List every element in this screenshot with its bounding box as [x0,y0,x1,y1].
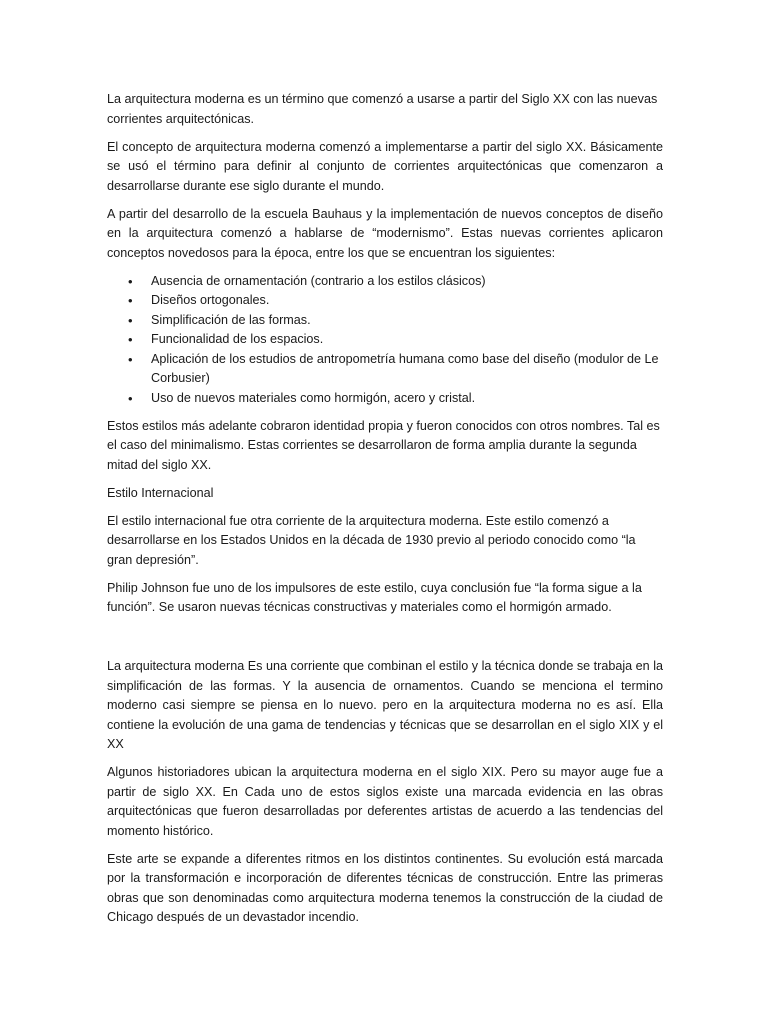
intro-paragraph-1: La arquitectura moderna es un término que comenzó a usarse a partir del Siglo XX con las nuevas corrientes arquitectónicas. [107,92,658,126]
list-item-text: Aplicación de los estudios de antropometría humana como base del diseño (modulor de Le Corbusier) [151,351,659,385]
list-item-text: Ausencia de ornamentación (contrario a los estilos clásicos) [151,273,486,288]
bullet-icon: • [128,351,133,367]
bullet-icon: • [128,273,133,289]
list-item [107,350,663,389]
bullet-icon: • [128,293,133,308]
features-list [107,272,663,409]
modern-paragraph-2: Algunos historiadores ubican la arquitectura moderna en el siglo XIX. Pero su mayor auge fue a partir de siglo XX. En Cada uno de estos siglos existe una marcada evidencia en las obras arquitectónicas que fueron desarrolladas por deferentes artistas de acuerdo a las tendencias del momento histórico. [107,765,663,838]
list-item-text: Diseños ortogonales. [151,293,270,307]
section-heading: Estilo Internacional [107,485,214,500]
list-item-text: Uso de nuevos materiales como hormigón, acero y cristal. [151,390,476,405]
list-item [107,291,663,311]
list-item-text: Simplificación de las formas. [151,312,311,327]
modern-paragraph-1: La arquitectura moderna Es una corriente que combinan el estilo y la técnica donde se trabaja en la simplificación de las formas. Y la ausencia de ornamentos. Cuando se menciona el termino moderno casi siempre se piensa en lo nuevo. pero en la arquitectura moderna no es así. Ella contiene la evolución de una gama de tendencias y técnicas que se desarrollan en el siglo XIX y el XX [107,659,663,751]
document-page [107,90,663,936]
list-item [107,272,663,292]
international-paragraph-2: Philip Johnson fue uno de los impulsores de este estilo, cuya conclusión fue “la forma sigue a la función”. Se usaron nuevas técnicas constructivas y materiales como el hormigón armado. [107,580,642,614]
paragraph-gap [107,626,663,657]
intro-paragraph-2: El concepto de arquitectura moderna comenzó a implementarse a partir del siglo XX. Básicamente se usó el término para definir al conjunto de corrientes arquitectónicas que comenzaron a desarrollarse durante ese siglo durante el mundo. [107,139,663,193]
list-item-text: Funcionalidad de los espacios. [151,332,324,346]
list-item [107,389,663,409]
styles-paragraph: Estos estilos más adelante cobraron identidad propia y fueron conocidos con otros nombres. Tal es el caso del minimalismo. Estas corrientes se desarrollaron de forma amplia durante la segunda mitad del siglo XX. [107,418,660,472]
modern-paragraph-3: Este arte se expande a diferentes ritmos en los distintos continentes. Su evolución está marcada por la transformación e incorporación de diferentes técnicas de construcción. Entre las primeras obras que son denominadas como arquitectura moderna tenemos la construcción de la ciudad de Chicago después de un devastador incendio. [107,851,663,924]
bullet-icon: • [128,332,133,347]
bullet-icon: • [128,390,133,406]
international-paragraph-1: El estilo internacional fue otra corriente de la arquitectura moderna. Este estilo comenzó a desarrollarse en los Estados Unidos en la década de 1930 previo al periodo conocido como “la gran depresión”. [107,513,636,567]
intro-paragraph-3: A partir del desarrollo de la escuela Bauhaus y la implementación de nuevos conceptos de diseño en la arquitectura comenzó a hablarse de “modernismo”. Estas nuevas corrientes aplicaron conceptos novedosos para la época, entre los que se encuentran los siguientes: [107,206,663,260]
list-item [107,311,663,331]
bullet-icon: • [128,312,133,328]
list-item [107,330,663,350]
